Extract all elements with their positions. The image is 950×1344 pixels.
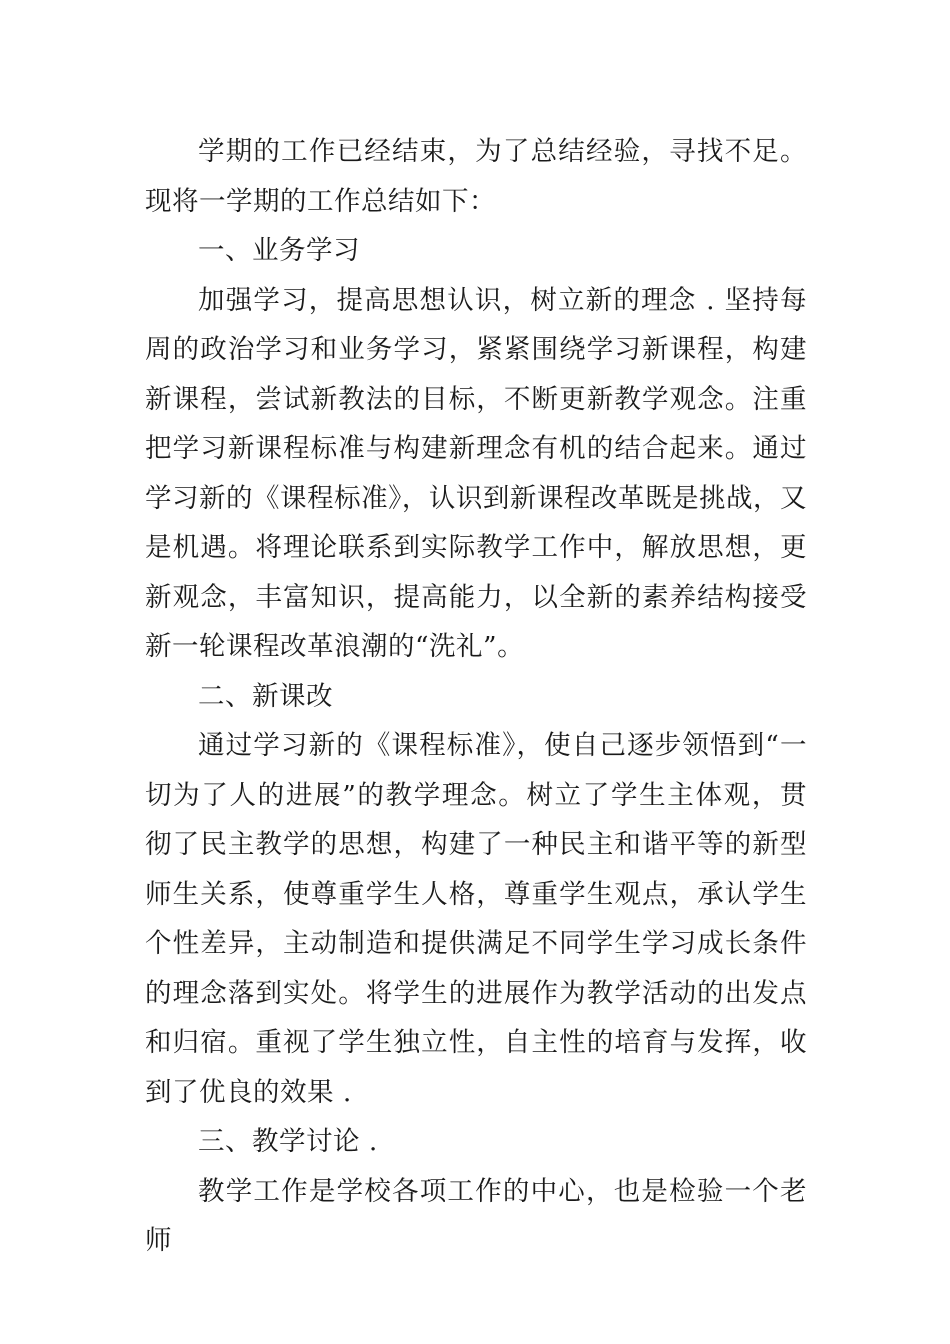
section-heading-new-curriculum: 二、新课改 [198,680,333,712]
section-body-business-study: 加强学习，提高思想认识，树立新的理念 . 坚持每周的政治学习和业务学习，紧紧围绕学习新课程，构建新课程，尝试新教法的目标，不断更新教学观念。注重把学习新课程标准与构建新理念有机的结合起来。通过学习新的《课程标准》，认识到新课程改革既是挑战，又是机遇。将理论联系到实际教学工作中，解放思想，更新观念，丰富知识，提高能力，以全新的素养结构接受新一轮课程改革浪潮的“洗礼”。 [145,284,807,662]
section-body-teaching-discussion: 教学工作是学校各项工作的中心，也是检验一个老师 [145,1175,807,1256]
document-body [145,127,807,1266]
section-body-new-curriculum: 通过学习新的《课程标准》，使自己逐步领悟到“一切为了人的进展”的教学理念。树立了学生主体观，贯彻了民主教学的思想，构建了一种民主和谐平等的新型师生关系，使尊重学生人格，尊重学生观点，承认学生个性差异，主动制造和提供满足不同学生学习成长条件的理念落到实处。将学生的进展作为教学活动的出发点和归宿。重视了学生独立性，自主性的培育与发挥，收到了优良的效果 . [145,730,807,1108]
section-heading-business-study: 一、业务学习 [198,235,360,266]
section-heading-teaching-discussion: 三、教学讨论 . [198,1126,378,1157]
intro-paragraph: 学期的工作已经结束，为了总结经验，寻找不足。现将一学期的工作总结如下： [145,136,807,217]
